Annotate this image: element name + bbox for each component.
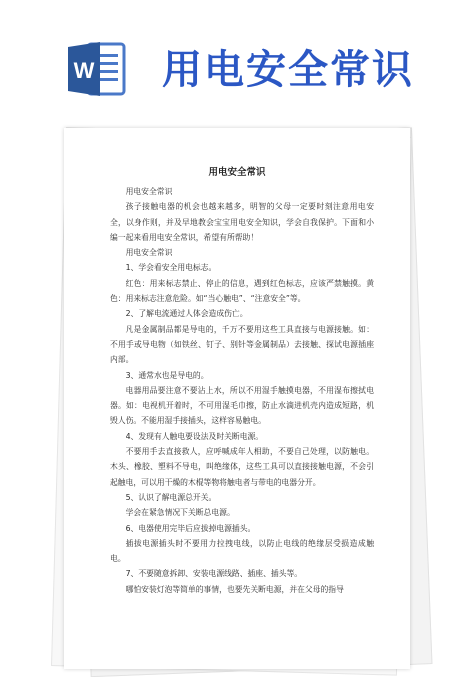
doc-paragraph: 电器用品要注意不要沾上水，所以不用湿手触摸电器，不用湿布擦拭电器。如：电视机开着时，不可用湿毛巾擦，防止水滴进机壳内造成短路，机毁人伤。不能用湿手接插头，这样容易触电。 — [110, 385, 374, 426]
doc-paragraph: 学会在紧急情况下关断总电源。 — [125, 508, 235, 518]
doc-paragraph: 不要用手去直接救人，应呼喊成年人相助，不要自己处理，以防触电。木头、橡胶、塑料不导电，叫绝缘体，这些工具可以直接接触电源，不会引起触电，可以用干燥的木棍等物将触电者与带电的电器分开。 — [110, 447, 374, 487]
doc-paragraph: 哪怕安装灯泡等简单的事情，也要先关断电源，并在父母的指导 — [125, 584, 344, 594]
doc-paragraph: 红色：用来标志禁止、停止的信息，遇到红色标志，应该严禁触摸。黄色：用来标志注意危险。如“当心触电”、“注意安全”等。 — [110, 278, 374, 304]
doc-paragraph: 孩子接触电器的机会也越来越多，明智的父母一定要时刻注意用电安全，以身作则，并及早地教会宝宝用电安全知识，学会自我保护。下面和小编一起来看用电安全常识，希望有所帮助！ — [110, 202, 374, 242]
doc-paragraph: 凡是金属制品都是导电的，千万不要用这些工具直接与电源接触。如：不用手或导电物（如铁丝、钉子、别针等金属制品）去接触、探试电源插座内部。 — [110, 324, 374, 365]
doc-paragraph: 5、认识了解电源总开关。 — [125, 492, 217, 502]
word-logo-letter: W — [73, 58, 95, 83]
doc-paragraph: 用电安全常识 — [125, 248, 173, 258]
doc-paragraph: 用电安全常识 — [125, 187, 173, 196]
doc-paragraph: 4、发现有人触电要设法及时关断电源。 — [125, 431, 264, 441]
doc-paragraph: 7、不要随意拆卸、安装电源线路、插座、插头等。 — [125, 569, 303, 579]
doc-paragraph: 3、通常水也是导电的。 — [125, 370, 209, 380]
document-title: 用电安全常识 — [208, 167, 266, 178]
banner-header — [0, 0, 474, 128]
document-page — [64, 128, 410, 669]
doc-paragraph: 插拔电源插头时不要用力拉拽电线，以防止电线的绝缘层受损造成触电。 — [110, 538, 374, 564]
document-body — [110, 184, 374, 597]
doc-paragraph: 2、了解电流通过人体会造成伤亡。 — [125, 309, 248, 319]
banner-title: 用电安全常识 — [162, 47, 414, 93]
doc-paragraph: 6、电器使用完毕后应拔掉电源插头。 — [125, 523, 256, 533]
word-app-icon — [66, 38, 128, 100]
doc-paragraph: 1、学会看安全用电标志。 — [125, 263, 217, 273]
